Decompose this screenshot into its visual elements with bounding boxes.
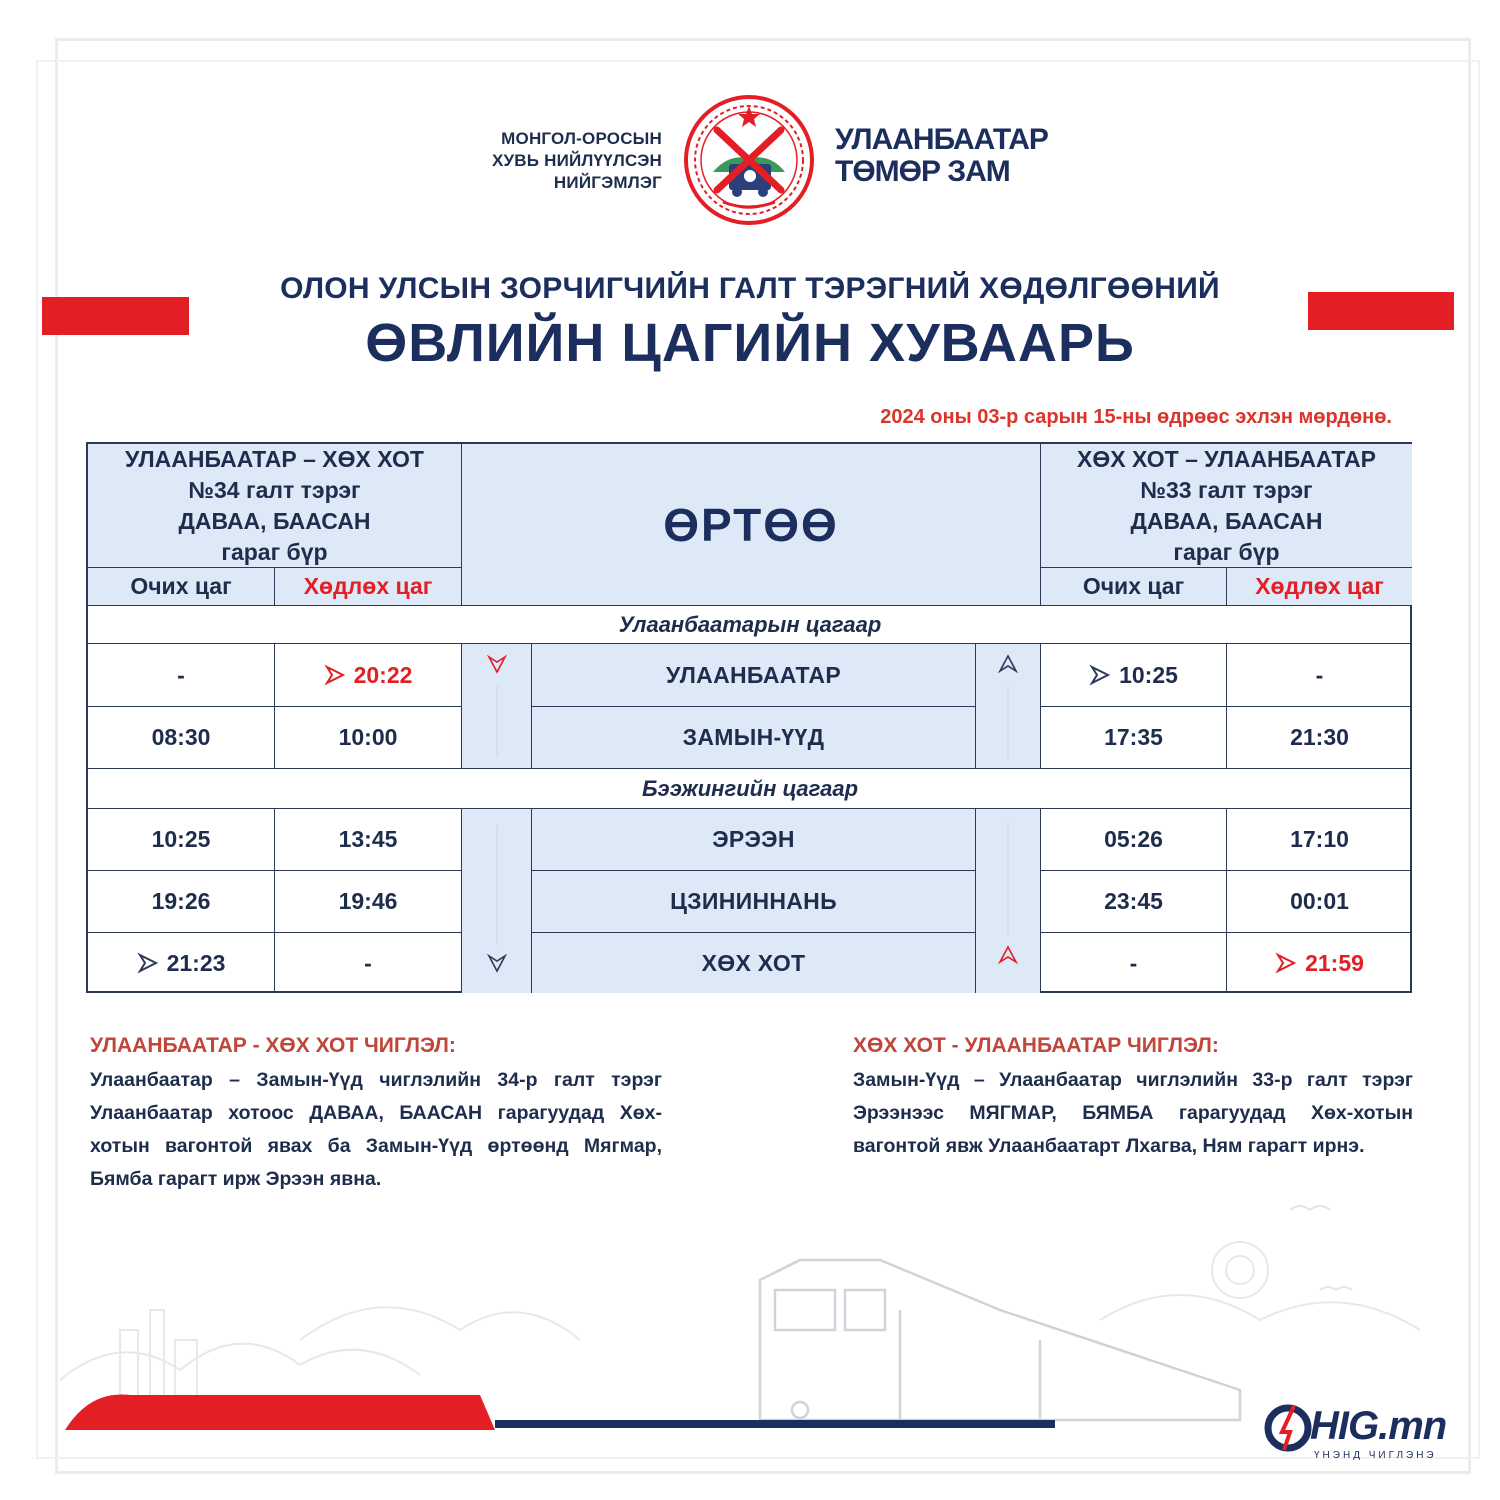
time-value: 21:59: [1305, 949, 1364, 976]
header-line: гараг бүр: [1173, 538, 1280, 565]
station-ulaanbaatar: УЛААНБААТАР: [531, 643, 975, 706]
right-direction-header: [1040, 444, 1412, 567]
time-value: 21:23: [166, 949, 226, 976]
org-right-line: ТӨМӨР ЗАМ: [835, 155, 1010, 188]
down-arrow-icon: [487, 953, 507, 973]
note-left-title: УЛААНБААТАР - ХӨХ ХОТ ЧИГЛЭЛ:: [90, 1034, 456, 1057]
row-hohhot-right-arrive: -: [1040, 932, 1226, 993]
row-erlian-right-arrive: 05:26: [1040, 808, 1226, 870]
row-zamyn-uud-right-depart: 21:30: [1226, 706, 1412, 768]
left-arrive-label: Очих цаг: [88, 567, 274, 605]
departure-arrow-icon: [324, 664, 346, 686]
row-jining-right-depart: 00:01: [1226, 870, 1412, 932]
station-erlian: ЭРЭЭН: [531, 808, 975, 870]
org-name-right: [835, 124, 1048, 188]
row-ub-left-arrive: -: [88, 643, 274, 706]
note-right-title: ХӨХ ХОТ - УЛААНБААТАР ЧИГЛЭЛ:: [853, 1034, 1219, 1057]
railway-emblem-logo: [683, 94, 815, 226]
row-hohhot-right-depart: [1226, 932, 1412, 993]
brand-name: HIG.mn: [1310, 1404, 1447, 1448]
row-zamyn-uud-left-arrive: 08:30: [88, 706, 274, 768]
up-arrow-icon: [998, 654, 1018, 674]
arrival-arrow-icon: [137, 952, 159, 974]
row-jining-right-arrive: 23:45: [1040, 870, 1226, 932]
org-name-left: [492, 128, 662, 194]
station-zamyn-uud: ЗАМЫН-ҮҮД: [531, 706, 975, 768]
row-jining-left-depart: 19:46: [274, 870, 461, 932]
time-value: 20:22: [353, 661, 413, 688]
org-left-line: НИЙГЭМЛЭГ: [553, 173, 662, 192]
row-hohhot-left-depart: -: [274, 932, 461, 993]
direction-line: [496, 686, 498, 758]
row-ub-right-depart: -: [1226, 643, 1412, 706]
note-left-text: Улаанбаатар – Замын-Үүд чиглэлийн 34-р галт тэрэг Улаанбаатар хотоос ДАВАА, БААСАН гарагуудад Хөх-хотын вагонтой явах ба Замын-Үүд өртөөнд Мягмар, Бямба гарагт ирж Эрээн явна.: [90, 1069, 662, 1190]
down-arrow-icon: [487, 654, 507, 674]
title-main: ӨВЛИЙН ЦАГИЙН ХУВААРЬ: [365, 313, 1135, 373]
right-arrive-label: Очих цаг: [1040, 567, 1226, 605]
southbound-arrow-column: [461, 808, 531, 993]
header-line: ДАВАА, БААСАН: [178, 507, 371, 534]
schedule-table: [86, 442, 1412, 993]
row-erlian-left-depart: 13:45: [274, 808, 461, 870]
header-line: УЛААНБААТАР – ХӨХ ХОТ: [125, 445, 424, 472]
time-value: 10:25: [1119, 661, 1178, 688]
northbound-arrow-column: [975, 808, 1040, 993]
row-ub-left-depart: [274, 643, 461, 706]
header-line: ХӨХ ХОТ – УЛААНБААТАР: [1077, 445, 1376, 472]
right-depart-label: Хөдлөх цаг: [1226, 567, 1412, 605]
row-ub-right-arrive: [1040, 643, 1226, 706]
left-depart-label: Хөдлөх цаг: [274, 567, 461, 605]
zone-ulaanbaatar-time: Улаанбаатарын цагаар: [88, 605, 1412, 643]
northbound-arrow-column: [975, 643, 1040, 768]
zone-beijing-time: Бээжингийн цагаар: [88, 768, 1412, 808]
org-left-line: МОНГОЛ-ОРОСЫН: [501, 129, 662, 148]
org-left-line: ХУВЬ НИЙЛҮҮЛСЭН: [491, 151, 662, 170]
departure-arrow-icon: [1275, 952, 1297, 974]
org-right-line: УЛААНБААТАР: [835, 123, 1048, 156]
station-header: ӨРТӨӨ: [461, 444, 1040, 605]
station-jining: ЦЗИНИННАНЬ: [531, 870, 975, 932]
row-zamyn-uud-left-depart: 10:00: [274, 706, 461, 768]
direction-line: [1007, 686, 1009, 758]
header-line: №34 галт тэрэг: [188, 476, 361, 503]
row-zamyn-uud-right-arrive: 17:35: [1040, 706, 1226, 768]
row-jining-left-arrive: 19:26: [88, 870, 274, 932]
up-arrow-icon: [998, 945, 1018, 965]
direction-line: [1007, 821, 1009, 936]
station-hohhot: ХӨХ ХОТ: [531, 932, 975, 993]
note-right-text: Замын-Үүд – Улаанбаатар чиглэлийн 33-р галт тэрэг Эрээнээс МЯГМАР, БЯМБА гарагуудад Хөх-хотын вагонтой явж Улаанбаатарт Лхагва, Ням гарагт ирнэ.: [853, 1069, 1413, 1157]
direction-line: [496, 825, 498, 945]
row-erlian-left-arrive: 10:25: [88, 808, 274, 870]
header-line: №33 галт тэрэг: [1140, 476, 1313, 503]
brand-logo-icon: [1262, 1402, 1314, 1454]
effective-date: 2024 оны 03-р сарын 15-ны өдрөөс эхлэн мөрдөнө.: [880, 406, 1392, 428]
row-erlian-right-depart: 17:10: [1226, 808, 1412, 870]
brand-tagline: ҮНЭНД ЧИГЛЭНЭ: [1314, 1450, 1437, 1461]
header-line: ДАВАА, БААСАН: [1130, 507, 1323, 534]
departure-arrow-icon: [1089, 664, 1111, 686]
title-line1: ОЛОН УЛСЫН ЗОРЧИГЧИЙН ГАЛТ ТЭРЭГНИЙ ХӨДӨЛГӨӨНИЙ: [280, 272, 1220, 305]
row-hohhot-left-arrive: [88, 932, 274, 993]
left-direction-header: [88, 444, 461, 567]
header-line: гараг бүр: [221, 538, 328, 565]
southbound-arrow-column: [461, 643, 531, 768]
